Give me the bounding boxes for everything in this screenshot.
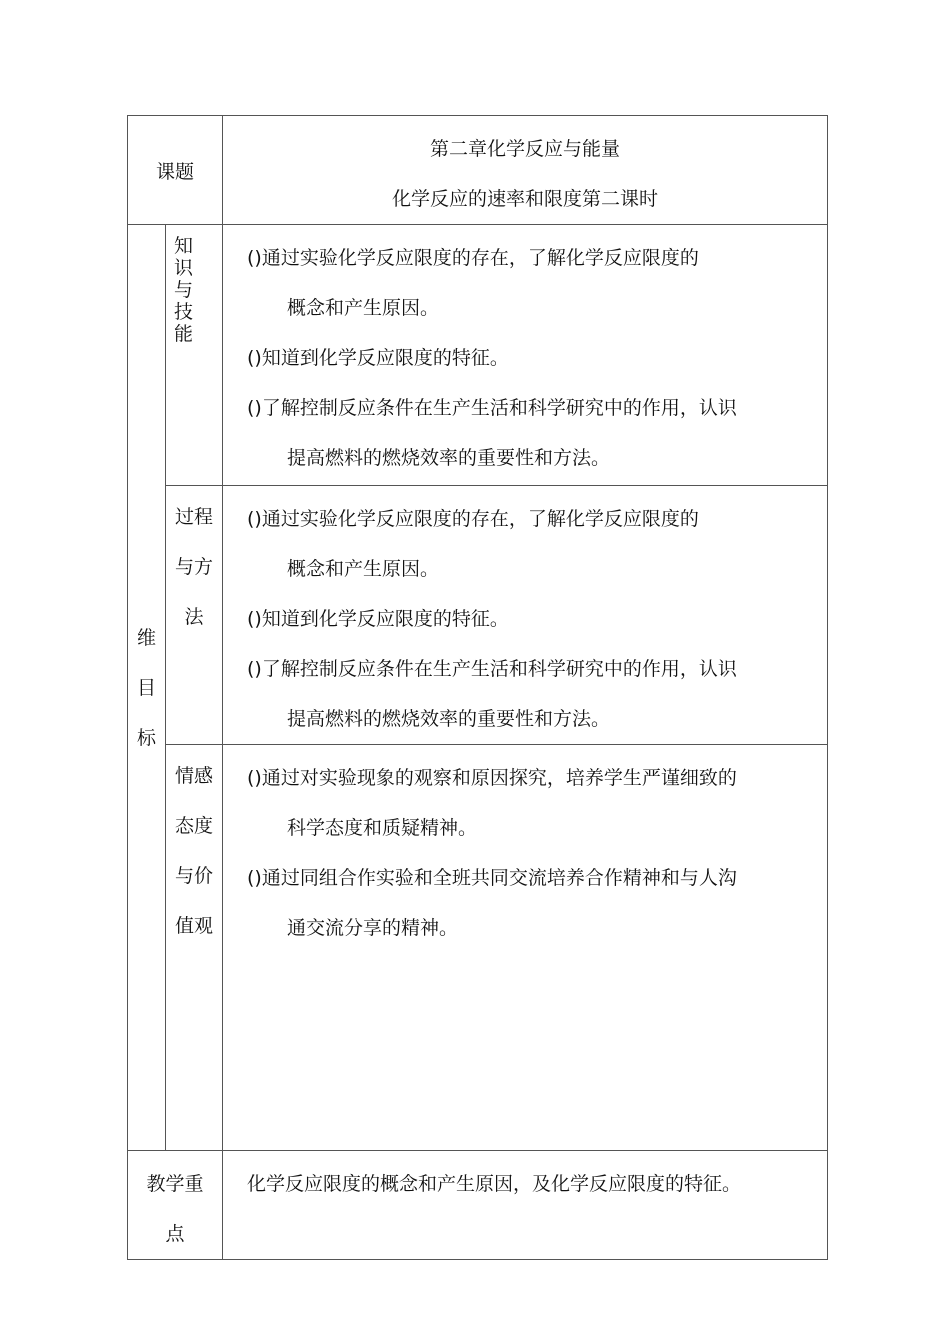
emotion-label-part: 值观 bbox=[175, 915, 214, 937]
knowledge-line: ()通过实验化学反应限度的存在，了解化学反应限度的 bbox=[247, 247, 699, 269]
topic-label-cell bbox=[128, 116, 223, 225]
chapter-title: 第二章化学反应与能量 bbox=[430, 138, 621, 160]
emotion-label-part: 与价 bbox=[175, 865, 214, 887]
emotion-line: ()通过对实验现象的观察和原因探究，培养学生严谨细致的 bbox=[247, 767, 737, 789]
emotion-row bbox=[128, 745, 828, 1151]
emotion-content bbox=[223, 745, 828, 1151]
lesson-plan-table bbox=[127, 115, 828, 1260]
knowledge-label-cell bbox=[166, 225, 223, 486]
knowledge-content bbox=[223, 225, 828, 486]
knowledge-row bbox=[128, 225, 828, 486]
emotion-label-cell bbox=[166, 745, 223, 1151]
knowledge-label-char: 技 bbox=[174, 301, 194, 323]
process-label-cell bbox=[166, 486, 223, 745]
key-point-content bbox=[223, 1151, 828, 1260]
emotion-line: 科学态度和质疑精神。 bbox=[287, 817, 478, 839]
knowledge-line: ()了解控制反应条件在生产生活和科学研究中的作用，认识 bbox=[247, 397, 737, 419]
process-line: ()知道到化学反应限度的特征。 bbox=[247, 608, 509, 630]
process-content bbox=[223, 486, 828, 745]
dimension-label-char: 维 bbox=[136, 627, 156, 649]
key-point-text: 化学反应限度的概念和产生原因，及化学反应限度的特征。 bbox=[247, 1173, 742, 1195]
process-label-part: 法 bbox=[184, 606, 204, 628]
key-point-label-part: 教学重 bbox=[146, 1173, 204, 1195]
knowledge-label-char: 与 bbox=[174, 279, 194, 301]
knowledge-line: 提高燃料的燃烧效率的重要性和方法。 bbox=[287, 447, 611, 469]
lesson-title: 化学反应的速率和限度第二课时 bbox=[392, 188, 659, 210]
process-label-part: 与方 bbox=[175, 556, 214, 578]
dimension-label-char: 标 bbox=[136, 727, 156, 749]
emotion-label-part: 情感 bbox=[175, 765, 214, 787]
key-point-row bbox=[128, 1151, 828, 1260]
process-line: ()了解控制反应条件在生产生活和科学研究中的作用，认识 bbox=[247, 658, 737, 680]
dimension-label-char: 目 bbox=[136, 677, 156, 699]
emotion-label-part: 态度 bbox=[175, 815, 214, 837]
knowledge-label-char: 知 bbox=[174, 235, 194, 257]
process-label-part: 过程 bbox=[175, 506, 214, 528]
topic-content-cell bbox=[223, 116, 828, 225]
key-point-label-part: 点 bbox=[165, 1223, 185, 1245]
key-point-label-cell bbox=[128, 1151, 223, 1260]
knowledge-line: ()知道到化学反应限度的特征。 bbox=[247, 347, 509, 369]
knowledge-line: 概念和产生原因。 bbox=[287, 297, 440, 319]
process-line: 提高燃料的燃烧效率的重要性和方法。 bbox=[287, 708, 611, 730]
process-row bbox=[128, 486, 828, 745]
emotion-line: 通交流分享的精神。 bbox=[287, 917, 459, 939]
topic-label: 课题 bbox=[156, 160, 195, 183]
process-line: 概念和产生原因。 bbox=[287, 558, 440, 580]
process-line: ()通过实验化学反应限度的存在，了解化学反应限度的 bbox=[247, 508, 699, 530]
dimension-label-cell bbox=[128, 225, 166, 1151]
knowledge-label-char: 识 bbox=[174, 257, 194, 279]
knowledge-label-char: 能 bbox=[174, 323, 194, 345]
topic-row bbox=[128, 116, 828, 225]
emotion-line: ()通过同组合作实验和全班共同交流培养合作精神和与人沟 bbox=[247, 867, 737, 889]
